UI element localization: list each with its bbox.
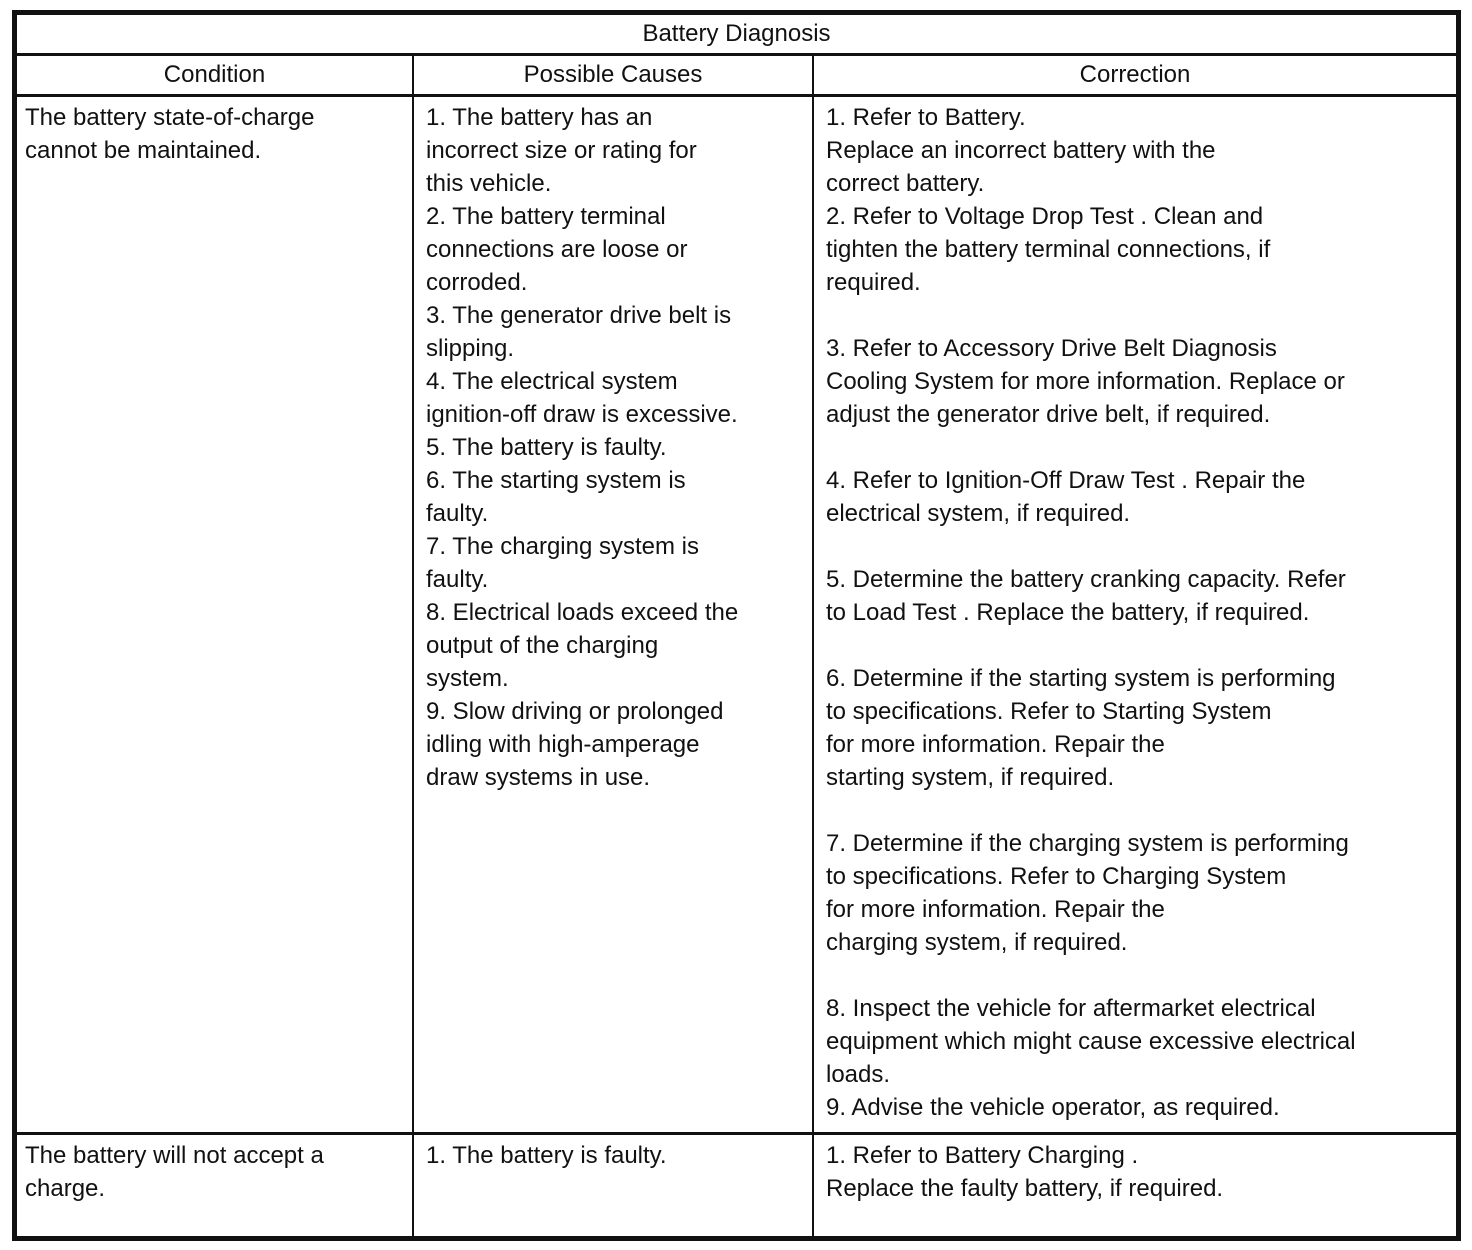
text-line: to Load Test . Replace the battery, if required. [826,599,1310,627]
text-line: loads. [826,1061,891,1089]
text-line: 1. Refer to Battery. [826,104,1026,132]
text-line: Replace an incorrect battery with the [826,137,1216,165]
text-line: 8. Electrical loads exceed the [426,599,739,627]
text-line: draw systems in use. [426,764,651,792]
table-row [16,1134,1457,1237]
text-line: to specifications. Refer to Charging System [826,863,1287,891]
text-line: corroded. [426,269,528,297]
text-line: to specifications. Refer to Starting System [826,698,1272,726]
table-title-row [16,14,1457,55]
paragraph-gap [826,794,1448,827]
correction-cell [813,1134,1457,1237]
paragraph-gap [826,629,1448,662]
text-line: tighten the battery terminal connections, if [826,236,1271,264]
text-line: 4. Refer to Ignition-Off Draw Test . Repair the [826,467,1306,495]
text-line: 7. The charging system is [426,533,700,561]
text-line: adjust the generator drive belt, if required. [826,401,1271,429]
text-line: 5. The battery is faulty. [426,434,667,462]
text-line: this vehicle. [426,170,552,198]
causes-text [414,97,812,794]
correction-text [814,97,1456,1124]
text-line: correct battery. [826,170,985,198]
text-line: 1. Refer to Battery Charging . [826,1142,1139,1170]
text-line: faulty. [426,500,489,528]
text-line: Cooling System for more information. Replace or [826,368,1345,396]
text-line: 2. Refer to Voltage Drop Test . Clean and [826,203,1264,231]
text-line: 9. Advise the vehicle operator, as required. [826,1094,1280,1122]
text-line: charge. [25,1175,106,1203]
text-line: 8. Inspect the vehicle for aftermarket electrical [826,995,1316,1023]
condition-text [17,1135,412,1205]
text-line: The battery will not accept a [25,1142,324,1170]
text-line: required. [826,269,921,297]
causes-cell [413,96,813,1134]
text-line: 1. The battery has an [426,104,653,132]
text-line: equipment which might cause excessive electrical [826,1028,1356,1056]
condition-cell [16,96,413,1134]
text-line: 5. Determine the battery cranking capacity. Refer [826,566,1346,594]
text-line: The battery state-of-charge [25,104,315,132]
paragraph-gap [826,299,1448,332]
text-line: 6. Determine if the starting system is performing [826,665,1336,693]
text-line: idling with high-amperage [426,731,700,759]
correction-text [814,1135,1456,1205]
text-line: 3. Refer to Accessory Drive Belt Diagnosis [826,335,1277,363]
battery-diagnosis-table [15,13,1458,1238]
text-line: 6. The starting system is [426,467,686,495]
text-line: 1. The battery is faulty. [426,1142,667,1170]
text-line: 4. The electrical system [426,368,678,396]
text-line: slipping. [426,335,515,363]
header-correction: Correction [813,55,1457,96]
battery-diagnosis-sheet [12,10,1461,1241]
text-line: starting system, if required. [826,764,1115,792]
text-line: system. [426,665,509,693]
text-line: 7. Determine if the charging system is performing [826,830,1349,858]
text-line: ignition-off draw is excessive. [426,401,738,429]
text-line: 9. Slow driving or prolonged [426,698,724,726]
paragraph-gap [826,431,1448,464]
table-row [16,96,1457,1134]
text-line: for more information. Repair the [826,731,1165,759]
table-title: Battery Diagnosis [16,14,1457,55]
causes-text [414,1135,812,1172]
causes-cell [413,1134,813,1237]
correction-cell [813,96,1457,1134]
text-line: electrical system, if required. [826,500,1131,528]
text-line: 2. The battery terminal [426,203,666,231]
paragraph-gap [826,530,1448,563]
text-line: faulty. [426,566,489,594]
condition-text [17,97,412,167]
header-possible-causes: Possible Causes [413,55,813,96]
header-condition: Condition [16,55,413,96]
text-line: output of the charging [426,632,659,660]
text-line: charging system, if required. [826,929,1128,957]
table-header-row [16,55,1457,96]
paragraph-gap [826,959,1448,992]
text-line: incorrect size or rating for [426,137,697,165]
text-line: connections are loose or [426,236,688,264]
condition-cell [16,1134,413,1237]
text-line: for more information. Repair the [826,896,1165,924]
text-line: cannot be maintained. [25,137,262,165]
text-line: 3. The generator drive belt is [426,302,732,330]
text-line: Replace the faulty battery, if required. [826,1175,1224,1203]
